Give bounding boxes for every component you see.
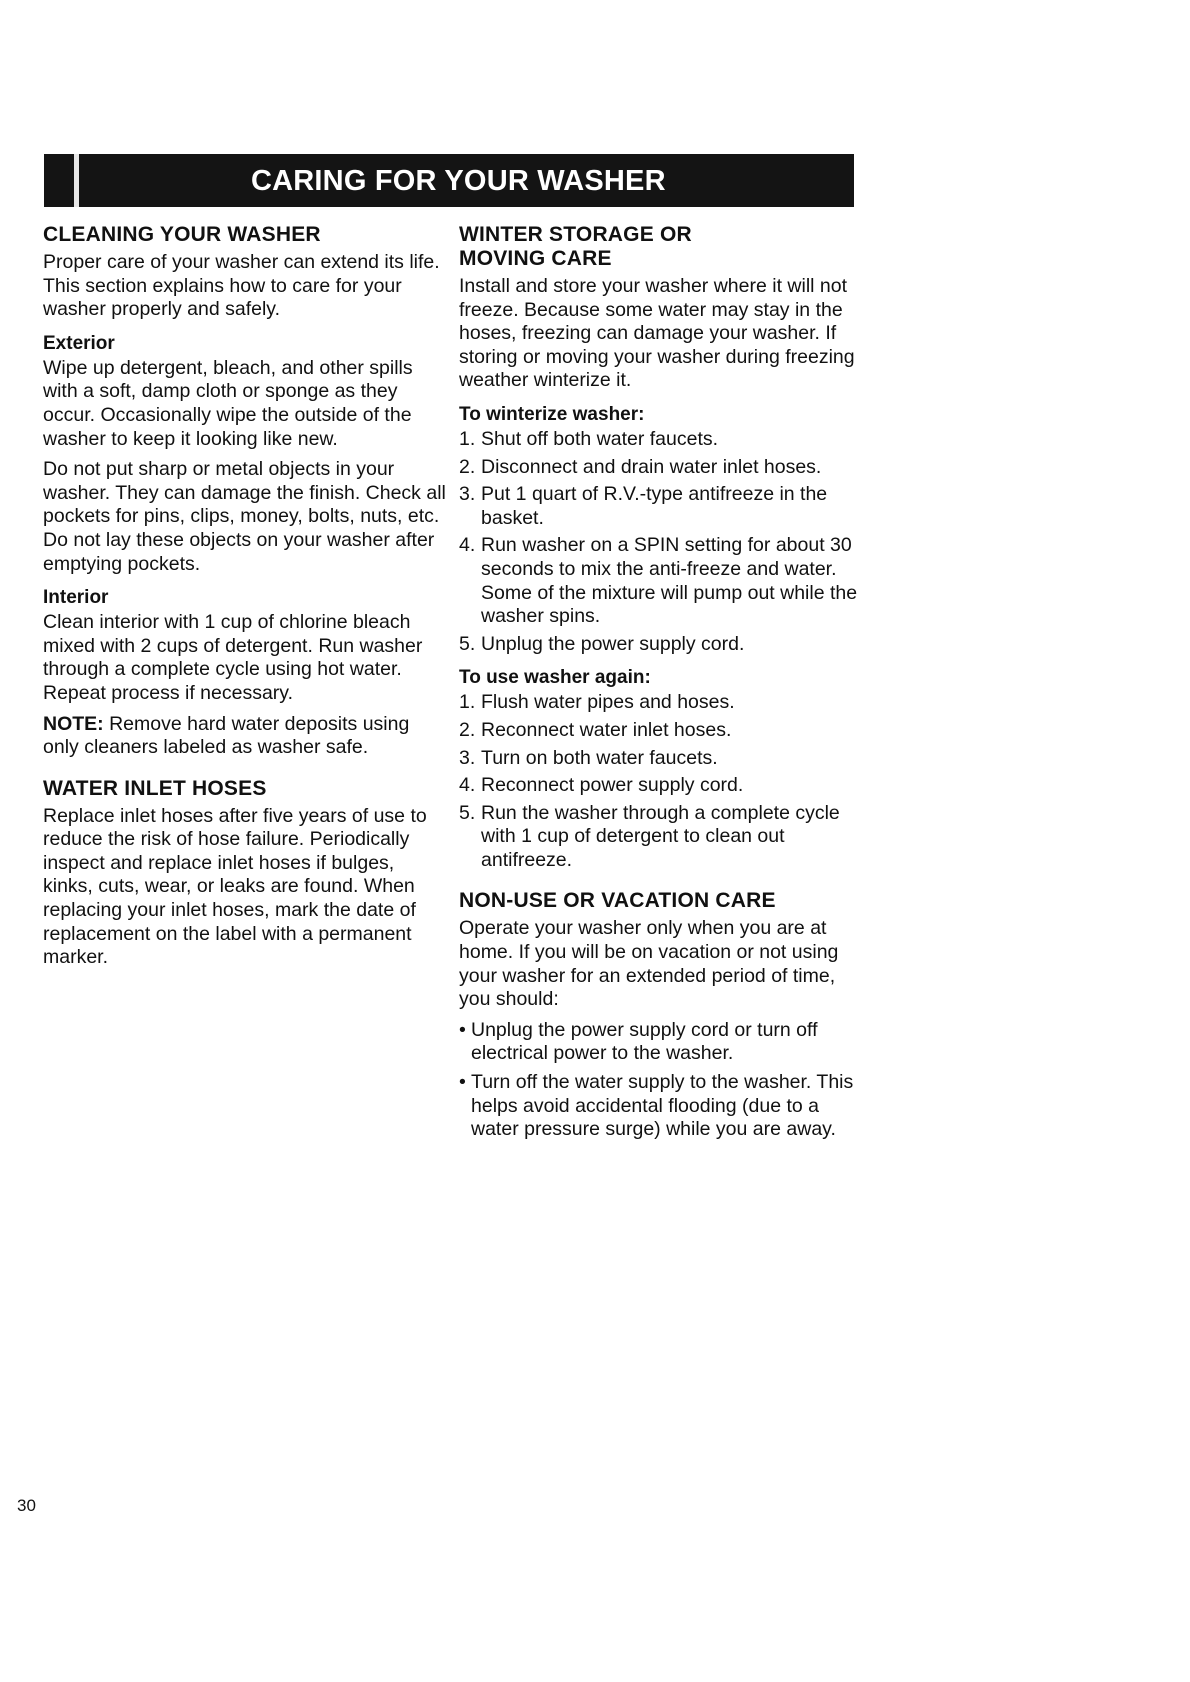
step-text: Turn on both water faucets.: [481, 746, 718, 769]
bullet-text: Turn off the water supply to the washer. This helps avoid accidental flooding (due to a water pressure surge) while you are away.: [471, 1071, 854, 1141]
nonuse-intro: Operate your washer only when you are at home. If you will be on vacation or not using your washer for an extended period of time, you should:: [459, 917, 839, 1011]
cleaning-section: [43, 223, 448, 760]
step-text: Disconnect and drain water inlet hoses.: [481, 455, 822, 478]
winter-intro: Install and store your washer where it will not freeze. Because some water may stay in the hoses, freezing can damage your washer. If storing or moving your washer during freezing weather winterize it.: [459, 275, 855, 392]
winterize-steps: [459, 428, 859, 656]
list-item: [459, 534, 859, 628]
hoses-section: [43, 777, 448, 970]
list-item: [459, 747, 859, 771]
use-again-steps: [459, 691, 859, 872]
step-text: Unplug the power supply cord.: [481, 632, 745, 655]
bullet-icon: •: [459, 1071, 466, 1094]
step-text: Reconnect water inlet hoses.: [481, 718, 732, 741]
step-number: 4.: [459, 534, 476, 557]
list-item: [459, 428, 859, 452]
page-title: CARING FOR YOUR WASHER: [251, 165, 666, 197]
nonuse-heading: NON-USE OR VACATION CARE: [459, 889, 776, 913]
nonuse-bullets: [459, 1019, 859, 1142]
header-banner: [44, 154, 854, 207]
list-item: [459, 456, 859, 480]
list-item: [459, 802, 859, 873]
winter-heading: [459, 223, 859, 271]
note-text: Remove hard water deposits using only cleaners labeled as washer safe.: [43, 712, 410, 759]
exterior-heading: Exterior: [43, 332, 115, 354]
bullet-text: Unplug the power supply cord or turn off electrical power to the washer.: [471, 1018, 818, 1065]
step-number: 5.: [459, 632, 476, 655]
note-label: NOTE:: [43, 712, 104, 735]
step-number: 2.: [459, 455, 476, 478]
step-text: Run the washer through a complete cycle with 1 cup of detergent to clean out antifreeze.: [481, 801, 840, 871]
list-item: [459, 1019, 859, 1066]
winter-section: [459, 223, 859, 872]
interior-note: [43, 713, 448, 760]
hoses-body: Replace inlet hoses after five years of use to reduce the risk of hose failure. Periodically inspect and replace inlet hoses if bulges, kinks, cuts, wear, or leaks are found. When replacing your inlet hoses, mark the date of replacement on the label with a permanent marker.: [43, 804, 427, 969]
list-item: [459, 1071, 859, 1142]
step-number: 3.: [459, 483, 476, 506]
step-number: 3.: [459, 746, 476, 769]
interior-heading: Interior: [43, 587, 109, 609]
nonuse-section: [459, 889, 859, 1141]
step-number: 5.: [459, 801, 476, 824]
hoses-heading: WATER INLET HOSES: [43, 776, 267, 800]
step-text: Run washer on a SPIN setting for about 30 seconds to mix the anti-freeze and water. Some of the mixture will pump out while the washer spins.: [481, 534, 858, 628]
step-text: Reconnect power supply cord.: [481, 774, 744, 797]
winter-heading-line-2: MOVING CARE: [459, 247, 612, 270]
step-text: Put 1 quart of R.V.-type antifreeze in the basket.: [481, 483, 828, 529]
left-column: [43, 223, 448, 977]
list-item: [459, 691, 859, 715]
use-again-heading: To use washer again:: [459, 667, 651, 689]
list-item: [459, 633, 859, 657]
step-number: 1.: [459, 427, 476, 450]
interior-paragraph: Clean interior with 1 cup of chlorine bleach mixed with 2 cups of detergent. Run washer through a complete cycle using hot water. Repeat process if necessary.: [43, 611, 423, 704]
step-number: 1.: [459, 691, 476, 714]
step-number: 4.: [459, 774, 476, 797]
bullet-icon: •: [459, 1018, 466, 1041]
winter-heading-line-1: WINTER STORAGE OR: [459, 223, 692, 246]
page-number: 30: [17, 1496, 36, 1515]
cleaning-intro: Proper care of your washer can extend its life. This section explains how to care for your washer properly and safely.: [43, 251, 440, 321]
step-text: Flush water pipes and hoses.: [481, 691, 735, 714]
list-item: [459, 483, 859, 530]
winterize-heading: To winterize washer:: [459, 403, 645, 425]
banner-stripe: [74, 154, 79, 207]
list-item: [459, 719, 859, 743]
step-text: Shut off both water faucets.: [481, 427, 719, 450]
cleaning-heading: CLEANING YOUR WASHER: [43, 223, 321, 246]
list-item: [459, 774, 859, 798]
right-column: [459, 223, 859, 1147]
exterior-paragraph-1: Wipe up detergent, bleach, and other spills with a soft, damp cloth or sponge as they occur. Occasionally wipe the outside of the washer to keep it looking like new.: [43, 356, 413, 450]
step-number: 2.: [459, 718, 476, 741]
exterior-paragraph-2: Do not put sharp or metal objects in your washer. They can damage the finish. Check all pockets for pins, clips, money, bolts, nuts, etc. Do not lay these objects on your washer after emptying pockets.: [43, 458, 446, 575]
